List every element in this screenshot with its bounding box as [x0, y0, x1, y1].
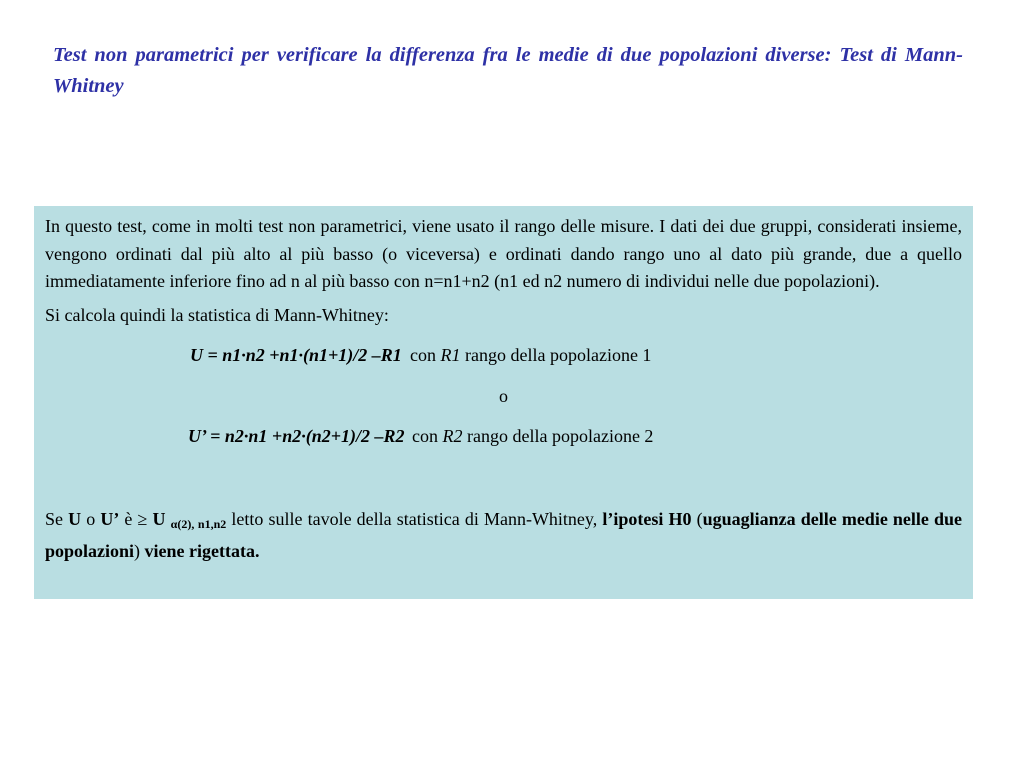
formula-u-desc-prefix: con [410, 345, 441, 365]
conclusion-middle: letto sulle tavole della statistica di Mann-Whitney, [226, 508, 603, 529]
formula-u-desc-suffix: rango della popolazione 1 [460, 345, 652, 365]
critical-value-subscript: α(2), n1,n2 [170, 516, 227, 531]
formula-row-2 [45, 423, 962, 451]
paren-open: ( [696, 508, 703, 529]
statistic-intro-line: Si calcola quindi la statistica di Mann-Whitney: [45, 304, 389, 325]
paren-close: ) [134, 541, 141, 561]
formula-u: U = n1·n2 +n1·(n1+1)/2 –R1 [190, 345, 402, 365]
formula-u-description [410, 342, 651, 370]
conclusion-u: U [68, 508, 82, 529]
content-box [34, 206, 973, 599]
conclusion-paragraph [45, 506, 962, 566]
formula-u-desc-var: R1 [440, 345, 461, 365]
formula-u-prime-description [412, 423, 653, 451]
conclusion-u-prime: U’ [100, 508, 120, 529]
formula-u-prime: U’ = n2·n1 +n2·(n2+1)/2 –R2 [188, 426, 405, 446]
formula-u-prime-desc-var: R2 [442, 426, 463, 446]
intro-paragraph: In questo test, come in molti test non parametrici, viene usato il rango delle misure. I dati dei due gruppi, considerati insieme, vengono ordinati dal più alto al più basso (o viceversa) e ordinati dando rango uno al dato più grande, due a quello immediatamente inferiore fino ad n al più basso con n=n1+n2 (n1 ed n2 numero di individui nelle due popolazioni). [45, 216, 962, 291]
formula-u-prime-desc-suffix: rango della popolazione 2 [462, 426, 654, 446]
slide-title: Test non parametrici per verificare la differenza fra le medie di due popolazioni diverse: Test di Mann-Whitney [53, 44, 963, 97]
conclusion-o: o [81, 508, 101, 529]
or-separator: o [499, 385, 508, 406]
formula-row-1 [45, 342, 962, 370]
equality-of-means: uguaglianza delle medie nelle due popolazioni [45, 508, 963, 561]
rejected-text: viene rigettata. [140, 541, 260, 561]
hypothesis-h0: l’ipotesi H0 [602, 508, 692, 529]
conclusion-geq: è ≥ [119, 508, 153, 529]
formula-u-prime-desc-prefix: con [412, 426, 443, 446]
conclusion-u-critical: U [152, 508, 166, 529]
conclusion-se: Se [45, 508, 69, 529]
